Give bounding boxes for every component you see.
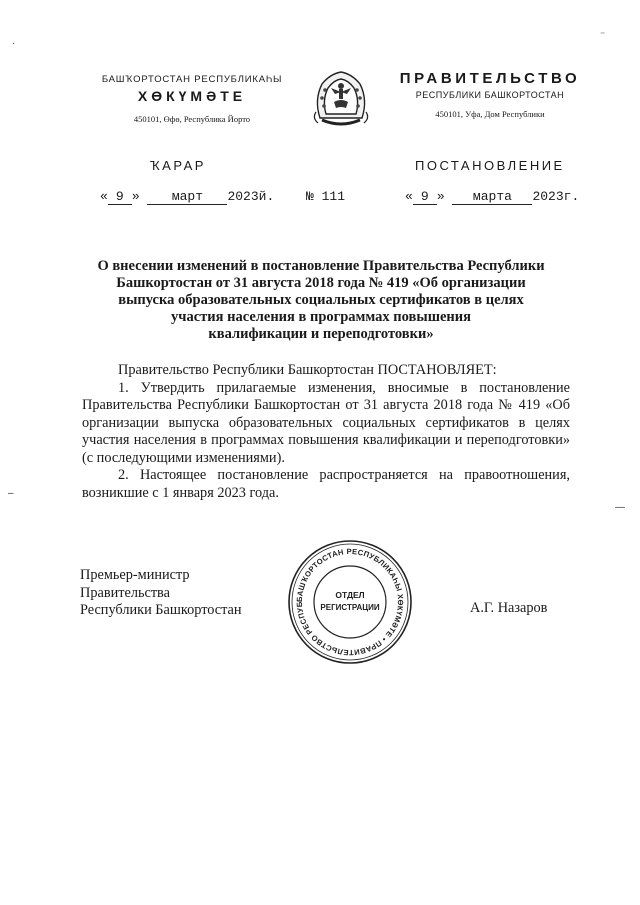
date-ru-day: 9 (413, 190, 437, 205)
number-sign: № (306, 189, 314, 204)
date-bash-year: 2023й. (227, 189, 275, 204)
header-bashkir (92, 74, 292, 124)
date-bash-day: 9 (108, 190, 132, 205)
date-ru-quote-close: » (436, 189, 445, 204)
republic-emblem-icon (304, 60, 378, 134)
date-bash-quote-open: « (100, 189, 108, 204)
stamp-center-line-2: РЕГИСТРАЦИИ (320, 603, 380, 612)
header-russian (398, 70, 582, 119)
bash-address: 450101, Өфө, Республика Йорто (133, 114, 251, 124)
date-russian (405, 189, 579, 205)
date-ru-year: 2023г. (532, 189, 580, 204)
margin-mark-left-mid: – (8, 488, 14, 499)
doc-type-bashkir: ҠАРАР (150, 158, 206, 173)
number-value: 111 (321, 189, 346, 204)
signatory-line-1: Премьер-министр (80, 567, 190, 583)
date-bash-month: март (147, 190, 227, 205)
document-title (60, 258, 582, 343)
title-line: О внесении изменений в постановление Правительства Республики (97, 258, 545, 274)
date-ru-month: марта (452, 190, 532, 205)
signatory-line-2: Правительства (80, 584, 170, 601)
margin-mark-right-mid: — (615, 502, 625, 513)
bash-republic-name: БАШҠОРТОСТАН РЕСПУБЛИКАҺЫ (101, 74, 283, 85)
bash-government-name: ХӨКҮМӘТЕ (137, 88, 247, 104)
signatory-title (80, 567, 242, 620)
document-body (82, 362, 570, 502)
title-line: участия населения в программах повышения (171, 309, 471, 325)
ru-government-name: ПРАВИТЕЛЬСТВО (399, 70, 581, 87)
ru-republic-name: РЕСПУБЛИКИ БАШКОРТОСТАН (415, 90, 565, 100)
body-item-2: 2. Настоящее постановление распространяется на правоотношения, возникшие с 1 января 2023 года. (82, 467, 570, 501)
title-line: выпуска образовательных социальных сертификатов в целях (118, 292, 524, 308)
document-number (306, 189, 345, 204)
margin-mark-left-top: · (12, 38, 16, 49)
doc-type-russian: ПОСТАНОВЛЕНИЕ (415, 158, 565, 173)
date-ru-quote-open: « (405, 189, 413, 204)
ru-address: 450101, Уфа, Дом Республики (435, 109, 545, 119)
signatory-name: А.Г. Назаров (470, 600, 548, 616)
title-line: Башкортостан от 31 августа 2018 года № 419 «Об организации (116, 275, 526, 291)
stamp-ring-text: БАШҠОРТОСТАН РЕСПУБЛИКАҺЫ ХӨКҮМӘТЕ • ПРАВИТЕЛЬСТВО РЕСПУБ (294, 546, 406, 658)
title-line: квалификации и переподготовки» (208, 326, 434, 342)
body-item-1: 1. Утвердить прилагаемые изменения, вносимые в постановление Правительства Республики Башкортостан от 31 августа 2018 года № 419 «Об организации выпуска образовательных социальных сертификатов в целях участия населения в программах повышения квалификации и переподготовки» (с последующими изменениями). (82, 379, 570, 466)
body-intro: Правительство Республики Башкортостан ПОСТАНОВЛЯЕТ: (118, 362, 497, 378)
registration-stamp (286, 538, 414, 666)
stamp-center-line-1: ОТДЕЛ (335, 590, 365, 600)
date-bashkir (100, 189, 274, 205)
date-bash-quote-close: » (131, 189, 140, 204)
corner-mark: ⁻ (600, 30, 606, 41)
signatory-line-3: Республики Башкортостан (80, 602, 242, 618)
